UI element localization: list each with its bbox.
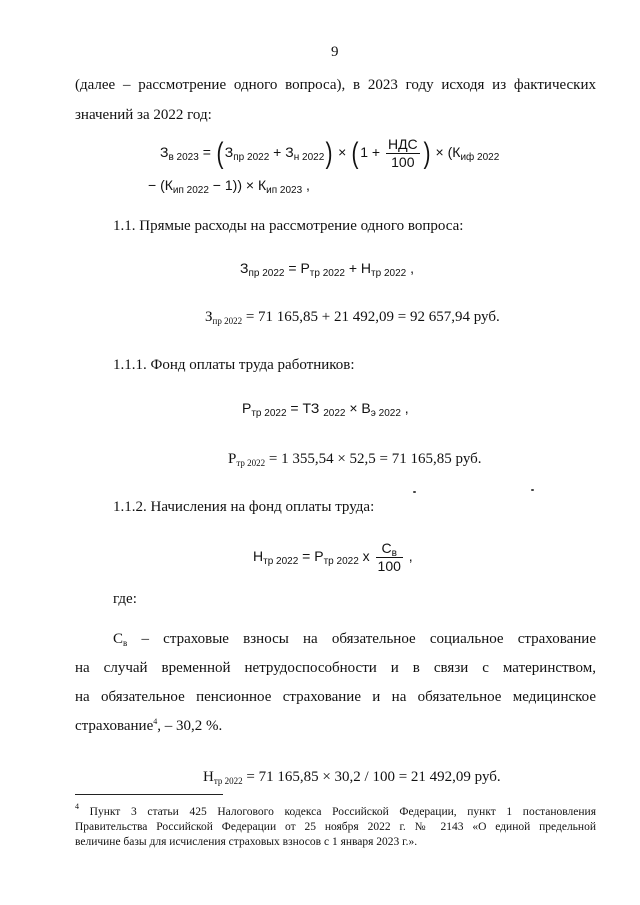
heading-1-1: 1.1. Прямые расходы на рассмотрение одного вопроса: bbox=[113, 218, 464, 234]
definition-line-4: страхование$^4$, – 30,2 %. bbox=[75, 717, 223, 734]
scan-speck bbox=[531, 489, 534, 491]
footnote-line-2: Правительства Российской Федерации от 25 ноября 2022 г. № 2143 «О единой предельной bbox=[75, 821, 596, 833]
formula-1-1-2: $Н_{тр 2022} = Р_{тр 2022}$ x $\frac{С_в}{100}$ , bbox=[253, 540, 413, 574]
where-label: где: bbox=[113, 591, 137, 607]
cv-fraction: $\frac{С_в}{100}$ bbox=[377, 540, 401, 574]
page-number: 9 bbox=[331, 44, 339, 60]
formula-1-1: $З_{пр 2022} = Р_{тр 2022} + Н_{тр 2022}$ , bbox=[240, 260, 414, 279]
definition-line-2: на случай временной нетрудоспособности и в связи с материнством, bbox=[75, 660, 596, 676]
definition-line-3: на обязательное пенсионное страхование и на обязательное медицинское bbox=[75, 689, 596, 705]
formula-main-line-2: − $(К_{ип 2022} - 1)) \times К_{ип 2023}$ , bbox=[148, 177, 310, 196]
footnote-mark: 4 bbox=[75, 802, 79, 811]
calc-1-1: $З_{пр 2022} = 71$ 165,85 + 21 492,09 = 92 657,94 руб. bbox=[205, 309, 500, 326]
intro-line-2: значений за 2022 год: bbox=[75, 107, 212, 123]
formula-1-1-1: $Р_{тр 2022}$ = ТЗ $_{2022} \times В_{э 2022}$ , bbox=[242, 400, 409, 419]
footnote-divider bbox=[75, 794, 223, 795]
definition-line-1: $С_в$ – страховые взносы на обязательное социальное страхование bbox=[113, 631, 596, 648]
formula-main-line-1: $З_{в 2023}$ = ( $З_{пр 2022} + З_{н 2022}$) × ( 1 + $\frac{\text{НДС}}{100}$ ) × ($К_{иф 2022}$ bbox=[160, 136, 500, 170]
footnote-reference[interactable]: 4 bbox=[153, 717, 158, 726]
footnote-line-1: $^4$ Пункт 3 статьи 425 Налогового кодекса Российской Федерации, пункт 1 постановления bbox=[75, 802, 596, 818]
intro-line-1: (далее – рассмотрение одного вопроса), в 2023 году исходя из фактических bbox=[75, 77, 596, 93]
calc-final: $Н_{тр 2022} = 71$ 165,85 × 30,2 / 100 = 21 492,09 руб. bbox=[203, 769, 501, 786]
heading-1-1-2: 1.1.2. Начисления на фонд оплаты труда: bbox=[113, 499, 375, 515]
nds-fraction: $\frac{\text{НДС}}{100}$ bbox=[387, 136, 418, 170]
footnote-line-3: величине базы для исчисления страховых взносов с 1 января 2023 г.». bbox=[75, 836, 418, 848]
calc-1-1-1: $Р_{тр 2022} = 1$ 355,54 × 52,5 = 71 165,85 руб. bbox=[228, 451, 482, 468]
scan-speck bbox=[413, 491, 416, 493]
heading-1-1-1: 1.1.1. Фонд оплаты труда работников: bbox=[113, 357, 355, 373]
